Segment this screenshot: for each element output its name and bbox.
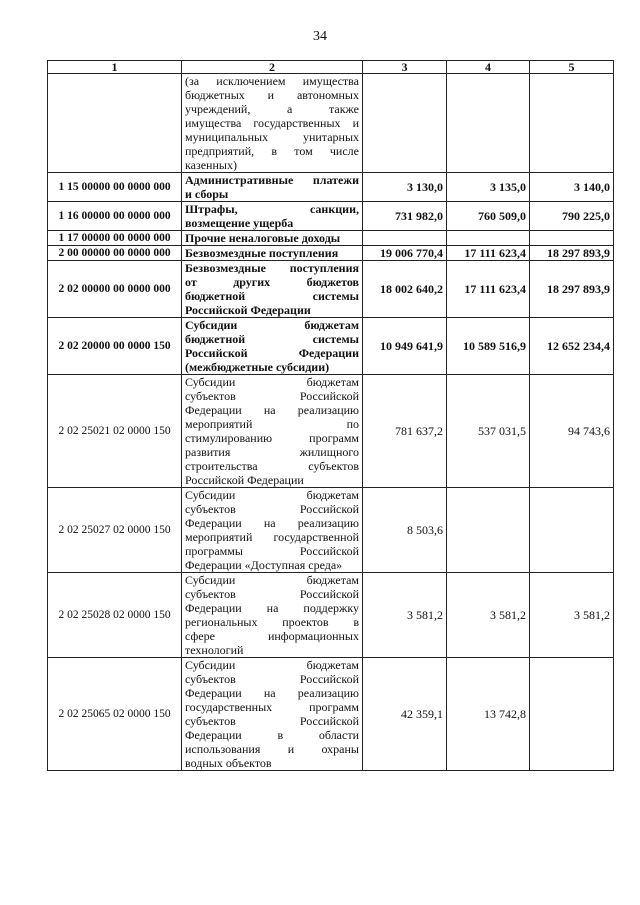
row-value-col-3: 10 949 641,9 bbox=[363, 318, 447, 375]
row-name-line: водных объектов bbox=[185, 756, 272, 770]
row-name-line: Федерации в области bbox=[185, 728, 359, 742]
row-name-line: учреждений, а также bbox=[185, 102, 359, 116]
row-value-col-3 bbox=[363, 74, 447, 173]
row-value-col-5: 12 652 234,4 bbox=[530, 318, 614, 375]
row-name-line: предприятий, в том числе bbox=[185, 144, 359, 158]
table-row bbox=[48, 74, 614, 173]
row-value-col-5 bbox=[530, 658, 614, 771]
row-code: 2 02 00000 00 0000 000 bbox=[48, 261, 182, 318]
row-name-line: муниципальных унитарных bbox=[185, 130, 359, 144]
row-value-col-3: 19 006 770,4 bbox=[363, 246, 447, 261]
row-value-col-4: 17 111 623,4 bbox=[447, 261, 530, 318]
table-row bbox=[48, 573, 614, 658]
row-name-line: бюджетной системы bbox=[185, 289, 359, 303]
row-code bbox=[48, 74, 182, 173]
header-col-2: 2 bbox=[182, 61, 363, 74]
row-value-col-4: 3 581,2 bbox=[447, 573, 530, 658]
row-code: 2 00 00000 00 0000 000 bbox=[48, 246, 182, 261]
row-name-line: Федерации на поддержку bbox=[185, 601, 359, 615]
row-name-line: развития жилищного bbox=[185, 445, 359, 459]
row-name-line: возмещение ущерба bbox=[185, 216, 294, 230]
row-name-line: Субсидии бюджетам bbox=[185, 658, 359, 672]
row-name-line: сфере информационных bbox=[185, 629, 359, 643]
row-value-col-3: 3 581,2 bbox=[363, 573, 447, 658]
row-value-col-4 bbox=[447, 488, 530, 573]
row-name-line: Субсидии бюджетам bbox=[185, 375, 359, 389]
row-value-col-4: 13 742,8 bbox=[447, 658, 530, 771]
row-name-line: бюджетной системы bbox=[185, 332, 359, 346]
row-name-line: Субсидии бюджетам bbox=[185, 488, 359, 502]
row-name-line: Федерации на реализацию bbox=[185, 516, 359, 530]
row-value-col-3: 8 503,6 bbox=[363, 488, 447, 573]
row-name bbox=[182, 375, 363, 488]
row-name bbox=[182, 318, 363, 375]
row-name-line: Штрафы, санкции, bbox=[185, 202, 359, 216]
row-name-line: Федерации «Доступная среда» bbox=[185, 558, 343, 572]
row-name bbox=[182, 173, 363, 202]
row-value-col-4 bbox=[447, 74, 530, 173]
row-name-line: мероприятий государственной bbox=[185, 530, 359, 544]
row-name bbox=[182, 74, 363, 173]
row-name bbox=[182, 261, 363, 318]
row-name-line: Российской Федерации bbox=[185, 346, 359, 360]
row-value-col-3 bbox=[363, 231, 447, 246]
row-name-line: мероприятий по bbox=[185, 417, 359, 431]
row-name bbox=[182, 231, 363, 246]
row-code: 2 02 25065 02 0000 150 bbox=[48, 658, 182, 771]
table-row bbox=[48, 202, 614, 231]
row-value-col-3: 781 637,2 bbox=[363, 375, 447, 488]
table-row bbox=[48, 261, 614, 318]
row-value-col-4: 3 135,0 bbox=[447, 173, 530, 202]
row-value-col-4: 537 031,5 bbox=[447, 375, 530, 488]
row-name-line: Российской Федерации bbox=[185, 303, 311, 317]
row-name-line: использования и охраны bbox=[185, 742, 359, 756]
row-value-col-3: 42 359,1 bbox=[363, 658, 447, 771]
header-col-5: 5 bbox=[530, 61, 614, 74]
table-row bbox=[48, 231, 614, 246]
row-value-col-4: 10 589 516,9 bbox=[447, 318, 530, 375]
row-value-col-3: 18 002 640,2 bbox=[363, 261, 447, 318]
row-code: 2 02 25028 02 0000 150 bbox=[48, 573, 182, 658]
row-name bbox=[182, 246, 363, 261]
row-name-line: (межбюджетные субсидии) bbox=[185, 360, 330, 374]
header-col-3: 3 bbox=[363, 61, 447, 74]
row-value-col-4: 17 111 623,4 bbox=[447, 246, 530, 261]
row-name-line: Субсидии бюджетам bbox=[185, 573, 359, 587]
row-name-line: Административные платежи bbox=[185, 173, 359, 187]
row-name-line: государственных программ bbox=[185, 700, 359, 714]
header-col-1: 1 bbox=[48, 61, 182, 74]
row-name-line: Прочие неналоговые доходы bbox=[185, 231, 341, 245]
row-name-line: Безвозмездные поступления bbox=[185, 246, 339, 260]
row-value-col-5 bbox=[530, 231, 614, 246]
budget-table bbox=[47, 60, 614, 771]
row-name-line: субъектов Российской bbox=[185, 672, 359, 686]
header-row bbox=[48, 61, 614, 74]
row-name bbox=[182, 202, 363, 231]
row-name-line: и сборы bbox=[185, 187, 229, 201]
row-name-line: имущества государственных и bbox=[185, 116, 359, 130]
row-name-line: Федерации на реализацию bbox=[185, 686, 359, 700]
row-code: 2 02 20000 00 0000 150 bbox=[48, 318, 182, 375]
row-name-line: технологий bbox=[185, 643, 244, 657]
table-row bbox=[48, 318, 614, 375]
row-value-col-4: 760 509,0 bbox=[447, 202, 530, 231]
row-name-line: субъектов Российской bbox=[185, 714, 359, 728]
row-value-col-5: 790 225,0 bbox=[530, 202, 614, 231]
row-name-line: стимулированию программ bbox=[185, 431, 359, 445]
row-value-col-3: 3 130,0 bbox=[363, 173, 447, 202]
row-code: 1 17 00000 00 0000 000 bbox=[48, 231, 182, 246]
row-code: 1 16 00000 00 0000 000 bbox=[48, 202, 182, 231]
row-value-col-3: 731 982,0 bbox=[363, 202, 447, 231]
row-name-line: программы Российской bbox=[185, 544, 359, 558]
row-value-col-4 bbox=[447, 231, 530, 246]
row-value-col-5: 18 297 893,9 bbox=[530, 261, 614, 318]
row-name bbox=[182, 658, 363, 771]
row-name-line: Субсидии бюджетам bbox=[185, 318, 359, 332]
table-row bbox=[48, 173, 614, 202]
page-number: 34 bbox=[313, 29, 327, 44]
row-name-line: казенных) bbox=[185, 158, 237, 172]
row-name-line: строительства субъектов bbox=[185, 459, 359, 473]
row-name-line: региональных проектов в bbox=[185, 615, 359, 629]
table-row bbox=[48, 488, 614, 573]
row-code: 1 15 00000 00 0000 000 bbox=[48, 173, 182, 202]
row-name-line: (за исключением имущества bbox=[185, 74, 359, 88]
table-row bbox=[48, 246, 614, 261]
row-name-line: Российской Федерации bbox=[185, 473, 304, 487]
table-row bbox=[48, 658, 614, 771]
row-value-col-5 bbox=[530, 488, 614, 573]
row-value-col-5: 94 743,6 bbox=[530, 375, 614, 488]
row-name bbox=[182, 488, 363, 573]
row-name-line: Безвозмездные поступления bbox=[185, 261, 359, 275]
row-name-line: субъектов Российской bbox=[185, 389, 359, 403]
table-row bbox=[48, 375, 614, 488]
row-name-line: от других бюджетов bbox=[185, 275, 359, 289]
header-col-4: 4 bbox=[447, 61, 530, 74]
row-value-col-5: 3 581,2 bbox=[530, 573, 614, 658]
row-name-line: субъектов Российской bbox=[185, 502, 359, 516]
row-name-line: бюджетных и автономных bbox=[185, 88, 359, 102]
row-code: 2 02 25021 02 0000 150 bbox=[48, 375, 182, 488]
row-value-col-5: 3 140,0 bbox=[530, 173, 614, 202]
row-name bbox=[182, 573, 363, 658]
row-code: 2 02 25027 02 0000 150 bbox=[48, 488, 182, 573]
row-value-col-5 bbox=[530, 74, 614, 173]
row-name-line: Федерации на реализацию bbox=[185, 403, 359, 417]
row-name-line: субъектов Российской bbox=[185, 587, 359, 601]
row-value-col-5: 18 297 893,9 bbox=[530, 246, 614, 261]
